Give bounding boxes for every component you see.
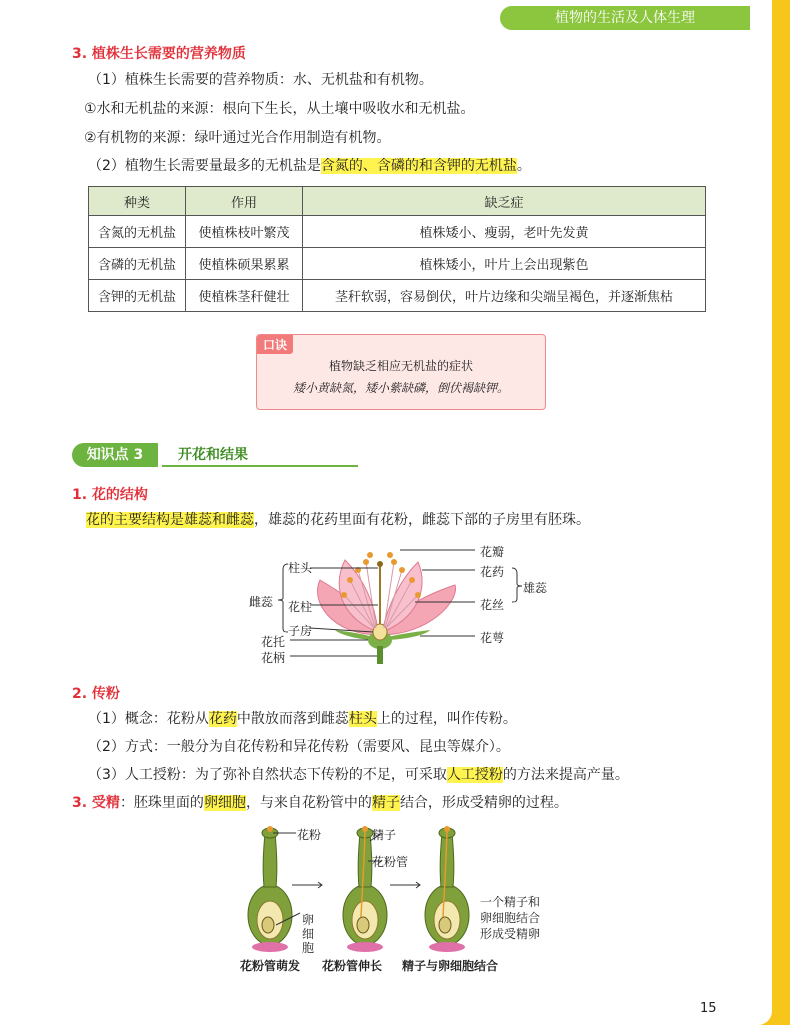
highlight: 人工授粉 [446, 767, 503, 783]
label-stamen: 雄蕊 [523, 581, 548, 595]
highlight: 精子 [371, 795, 400, 811]
chapter-header: 植物的生活及人体生理 [500, 6, 750, 30]
caption-elongation: 花粉管伸长 [322, 959, 383, 973]
paragraph-pollination-1 [88, 709, 517, 729]
nutrient-table [88, 186, 706, 312]
table-cell: 使植株茎秆健壮 [186, 280, 303, 312]
label-sperm: 精子 [372, 828, 397, 842]
section-title-flower: 1. 花的结构 [72, 487, 148, 503]
paragraph-flower [86, 510, 590, 530]
label-egg-2: 细 [302, 927, 315, 941]
text: 的方法来提高产量。 [502, 767, 629, 783]
mnemonic-title: 植物缺乏相应无机盐的症状 [328, 359, 473, 373]
highlight: 柱头 [348, 711, 377, 727]
label-petal: 花瓣 [480, 545, 505, 559]
knowledge-point-label: 知识点 3 [72, 443, 158, 467]
paragraph-pollination-2: （2）方式：一般分为自花传粉和异花传粉（需要风、昆虫等媒介）。 [88, 739, 510, 755]
table-header-cell: 缺乏症 [303, 187, 706, 216]
text: ，与来自花粉管中的 [245, 795, 372, 811]
label-stigma: 柱头 [288, 561, 313, 575]
table-cell: 植株矮小，叶片上会出现紫色 [303, 248, 706, 280]
label-anther: 花药 [480, 565, 505, 579]
section-title-nutrients: 3. 植株生长需要的营养物质 [72, 46, 246, 62]
mnemonic-tag: 口诀 [257, 335, 293, 354]
knowledge-point-title: 开花和结果 [162, 443, 358, 467]
label-ovary: 子房 [288, 624, 313, 638]
table-row [89, 280, 706, 312]
label-pollen-tube: 花粉管 [372, 855, 409, 869]
text: （3）人工授粉：为了弥补自然状态下传粉的不足，可采取 [88, 767, 447, 783]
mnemonic-box [256, 334, 546, 410]
side-bar [772, 0, 790, 1025]
paragraph-nutrients-1: （1）植株生长需要的营养物质：水、无机盐和有机物。 [88, 72, 433, 88]
table-row [89, 216, 706, 248]
label-egg-1: 卵 [302, 913, 315, 927]
label-egg-3: 胞 [302, 941, 315, 955]
text: 中散放而落到雌蕊 [236, 711, 349, 727]
text: ：胚珠里面的 [119, 795, 204, 811]
table-header-row [89, 187, 706, 216]
table-cell: 植株矮小、瘦弱，老叶先发黄 [303, 216, 706, 248]
label-result-3: 形成受精卵 [480, 927, 541, 941]
table-cell: 含钾的无机盐 [89, 280, 186, 312]
paragraph-nutrients-4 [88, 156, 531, 176]
text: ，雄蕊的花药里面有花粉，雌蕊下部的子房里有胚珠。 [254, 512, 590, 528]
paragraph-nutrients-3: ②有机物的来源：绿叶通过光合作用制造有机物。 [84, 130, 391, 146]
highlight: 卵细胞 [203, 795, 246, 811]
text: 上的过程，叫作传粉。 [376, 711, 517, 727]
label-pistil: 雌蕊 [249, 595, 274, 609]
table-header-cell: 种类 [89, 187, 186, 216]
label-sepal: 花萼 [480, 631, 505, 645]
text: 结合，形成受精卵的过程。 [399, 795, 568, 811]
table-cell: 使植株硕果累累 [186, 248, 303, 280]
label-pollen: 花粉 [297, 828, 322, 842]
label-result-2: 卵细胞结合 [480, 911, 541, 925]
fertilization-diagram [240, 825, 480, 953]
highlight: 花的主要结构是雄蕊和雌蕊 [86, 512, 254, 528]
text: 。 [516, 158, 531, 174]
mnemonic-text: 矮小黄缺氮，矮小紫缺磷，倒伏褐缺钾。 [292, 381, 509, 395]
label-style: 花柱 [288, 600, 313, 614]
section-title-fertilization: 3. 受精 [72, 795, 120, 811]
table-cell: 含磷的无机盐 [89, 248, 186, 280]
label-receptacle: 花托 [261, 635, 286, 649]
highlight: 含氮的、含磷的和含钾的无机盐 [320, 158, 517, 174]
table-cell: 含氮的无机盐 [89, 216, 186, 248]
text: （2）植物生长需要量最多的无机盐是 [88, 158, 321, 174]
paragraph-nutrients-2: ①水和无机盐的来源：根向下生长，从土壤中吸收水和无机盐。 [84, 101, 475, 117]
table-header-cell: 作用 [186, 187, 303, 216]
page-number: 15 [700, 1001, 717, 1016]
caption-fusion: 精子与卵细胞结合 [402, 959, 499, 973]
highlight: 花药 [208, 711, 237, 727]
label-flower-stalk: 花柄 [261, 651, 286, 665]
label-filament: 花丝 [480, 598, 505, 612]
table-cell: 茎秆软弱，容易倒伏，叶片边缘和尖端呈褐色，并逐渐焦枯 [303, 280, 706, 312]
caption-germination: 花粉管萌发 [240, 959, 301, 973]
paragraph-pollination-3 [88, 765, 629, 785]
section-title-pollination: 2. 传粉 [72, 686, 120, 702]
paragraph-fertilization [72, 793, 568, 813]
label-result-1: 一个精子和 [480, 895, 541, 909]
text: （1）概念：花粉从 [88, 711, 209, 727]
table-cell: 使植株枝叶繁茂 [186, 216, 303, 248]
table-row [89, 248, 706, 280]
